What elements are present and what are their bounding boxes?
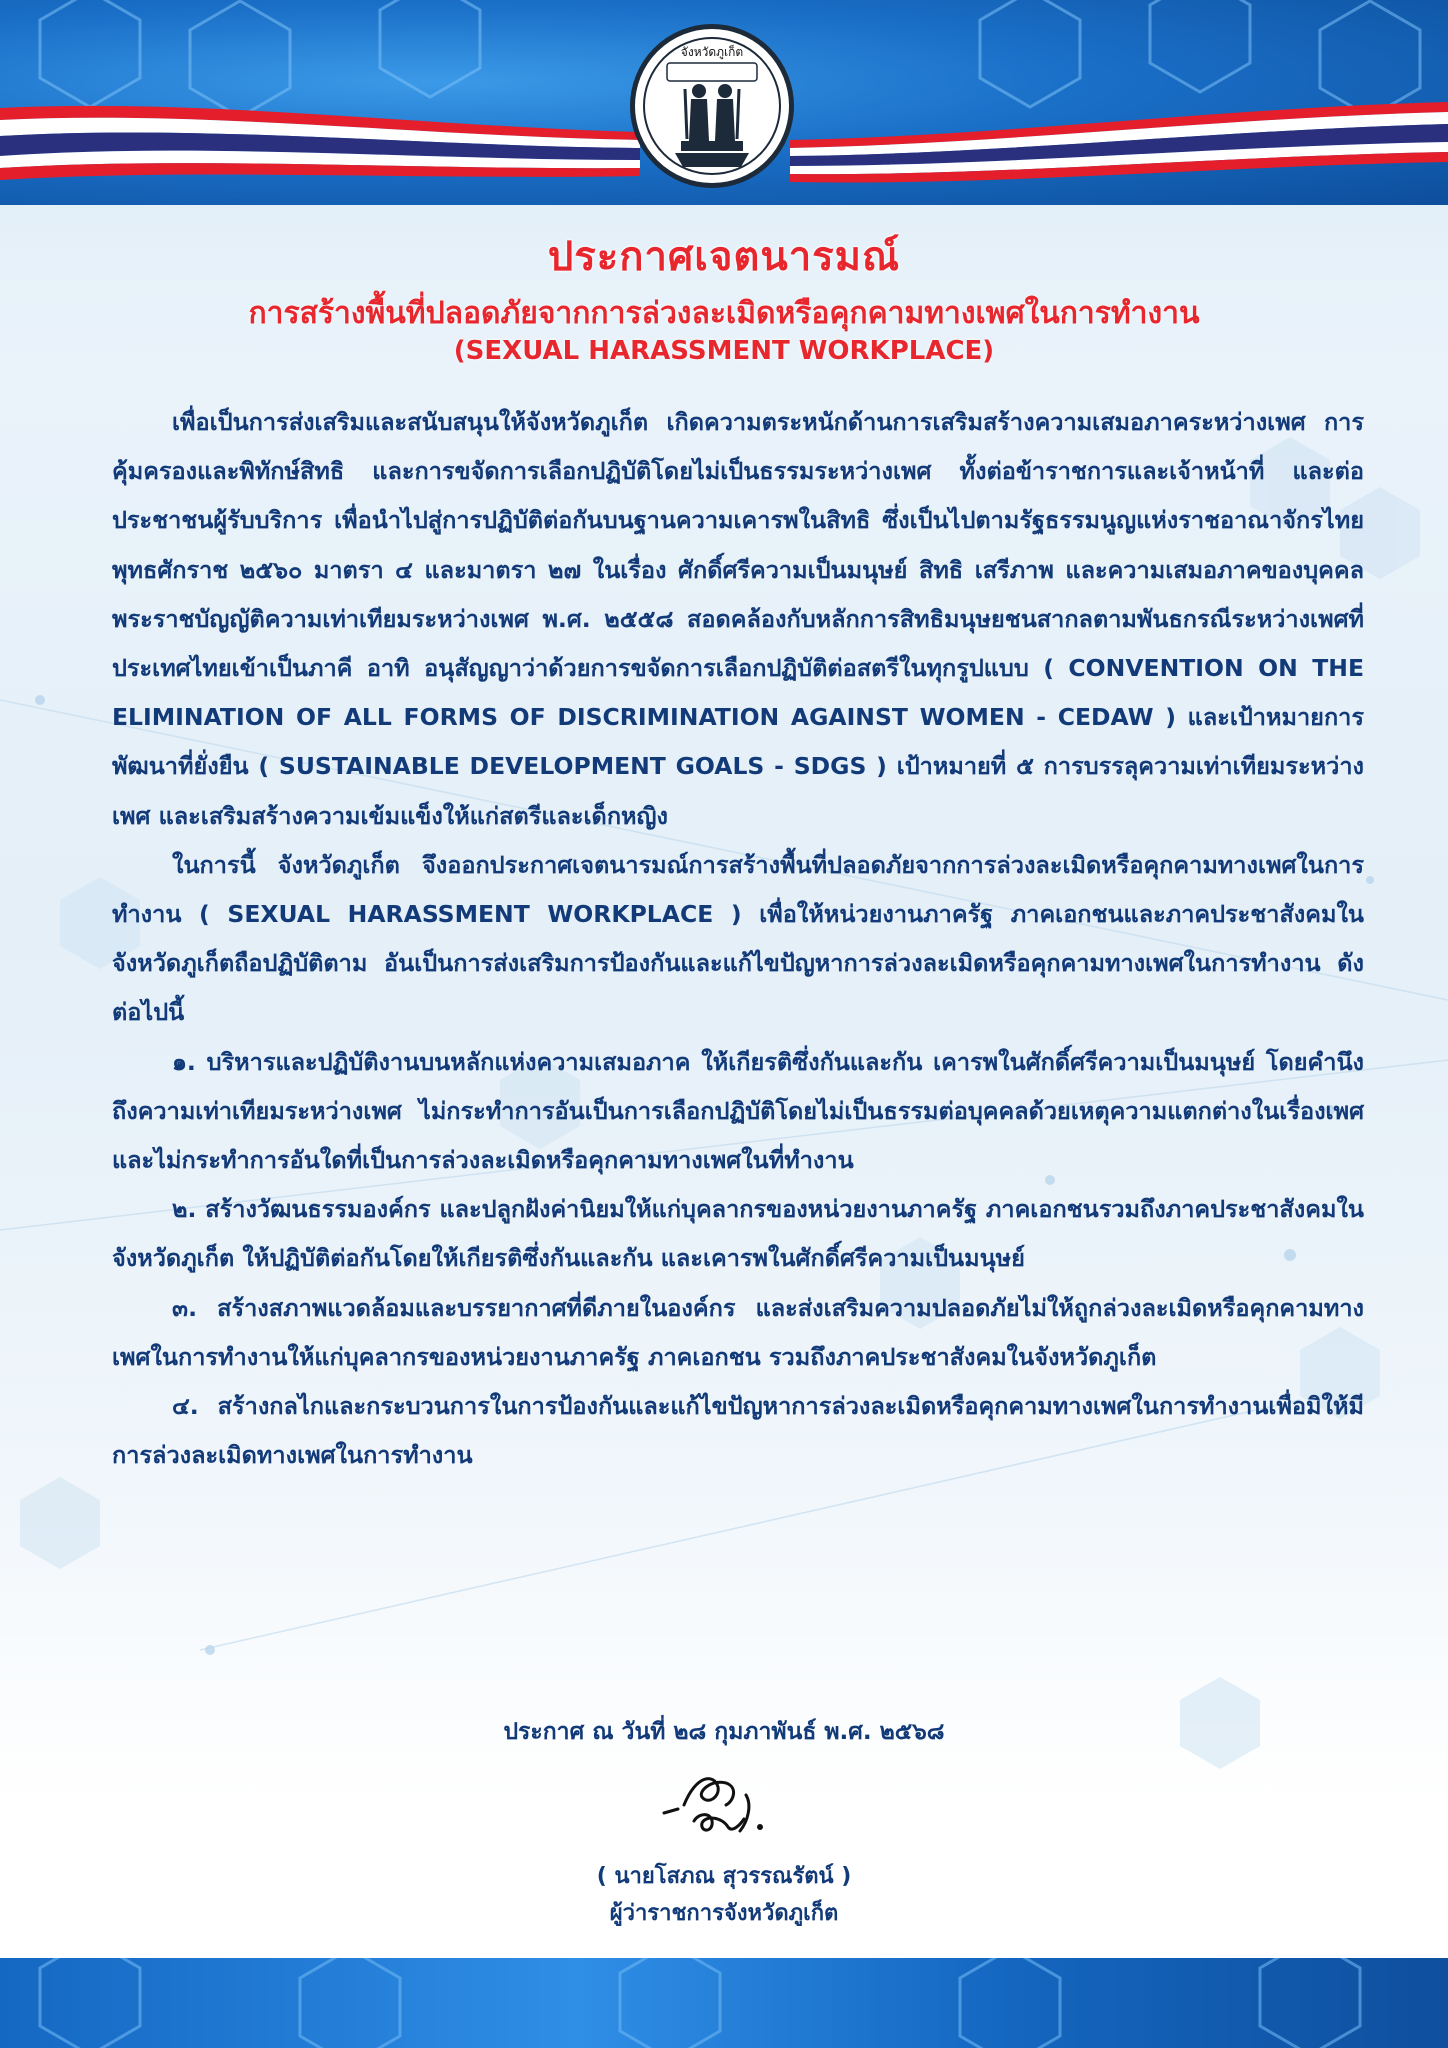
footer-hex-pattern (0, 1958, 1448, 2048)
body-paragraph-purpose: ในการนี้ จังหวัดภูเก็ต จึงออกประกาศเจตนารมณ์การสร้างพื้นที่ปลอดภัยจากการล่วงละเมิดหรือคุกคามทางเพศในการทำงาน ( SEXUAL HARASSMENT WORKPLACE ) เพื่อให้หน่วยงานภาครัฐ ภาคเอกชนและภาคประชาสังคมในจังหวัดภูเก็ตถือปฏิบัติตาม อันเป็นการส่งเสริมการป้องกันและแก้ไขปัญหาการล่วงละเมิดหรือคุกคามทางเพศในการทำงาน ดังต่อไปนี้ (112, 850, 1364, 1027)
announcement-title: ประกาศเจตนารมณ์ (547, 234, 901, 280)
announcement-subtitle-en: (SEXUAL HARASSMENT WORKPLACE) (453, 336, 995, 366)
announcement-body (112, 398, 1364, 1480)
seal-text: จังหวัดภูเก็ต (680, 45, 744, 59)
phuket-province-seal (630, 24, 794, 188)
footer-band (0, 1958, 1448, 2048)
body-item-2: ๒. สร้างวัฒนธรรมองค์กร และปลูกฝังค่านิยมให้แก่บุคลากรของหน่วยงานภาครัฐ ภาคเอกชนรวมถึงภาคประชาสังคมในจังหวัดภูเก็ต ให้ปฏิบัติต่อกันโดยให้เกียรติซึ่งกันและกัน และเคารพในศักดิ์ศรีความเป็นมนุษย์ (112, 1195, 1364, 1273)
body-item-4: ๔. สร้างกลไกและกระบวนการในการป้องกันและแก้ไขปัญหาการล่วงละเมิดหรือคุกคามทางเพศในการทำงานเพื่อมิให้มีการล่วงละเมิดทางเพศในการทำงาน (112, 1392, 1364, 1470)
body-paragraph-intro: เพื่อเป็นการส่งเสริมและสนับสนุนให้จังหวัดภูเก็ต เกิดความตระหนักด้านการเสริมสร้างความเสมอภาคระหว่างเพศ การคุ้มครองและพิทักษ์สิทธิ และการขจัดการเลือกปฏิบัติโดยไม่เป็นธรรมระหว่างเพศ ทั้งต่อข้าราชการและเจ้าหน้าที่ และต่อประชาชนผู้รับบริการ เพื่อนำไปสู่การปฏิบัติต่อกันบนฐานความเคารพในสิทธิ ซึ่งเป็นไปตามรัฐธรรมนูญแห่งราชอาณาจักรไทย พุทธศักราช ๒๕๖๐ มาตรา ๔ และมาตรา ๒๗ ในเรื่อง ศักดิ์ศรีความเป็นมนุษย์ สิทธิ เสรีภาพ และความเสมอภาคของบุคคล พระราชบัญญัติความเท่าเทียมระหว่างเพศ พ.ศ. ๒๕๕๘ สอดคล้องกับหลักการสิทธิมนุษยชนสากลตามพันธกรณีระหว่างเพศที่ประเทศไทยเข้าเป็นภาคี อาทิ อนุสัญญาว่าด้วยการขจัดการเลือกปฏิบัติต่อสตรีในทุกรูปแบบ ( CONVENTION ON THE ELIMINATION OF ALL FORMS OF DISCRIMINATION AGAINST WOMEN - CEDAW ) และเป้าหมายการพัฒนาที่ยั่งยืน ( SUSTAINABLE DEVELOPMENT GOALS - SDGS ) เป้าหมายที่ ๕ การบรรลุความเท่าเทียมระหว่างเพศ และเสริมสร้างความเข้มแข็งให้แก่สตรีและเด็กหญิง (112, 408, 1364, 830)
signer-position: ผู้ว่าราชการจังหวัดภูเก็ต (609, 1901, 839, 1926)
body-item-3: ๓. สร้างสภาพแวดล้อมและบรรยากาศที่ดีภายในองค์กร และส่งเสริมความปลอดภัยไม่ให้ถูกล่วงละเมิดหรือคุกคามทางเพศในการทำงานให้แก่บุคลากรของหน่วยงานภาครัฐ ภาคเอกชน รวมถึงภาคประชาสังคมในจังหวัดภูเก็ต (112, 1293, 1364, 1371)
signer-name: ( นายโสภณ สุวรรณรัตน์ ) (596, 1864, 852, 1889)
announcement-subtitle: การสร้างพื้นที่ปลอดภัยจากการล่วงละเมิดหรือคุกคามทางเพศในการทำงาน (248, 296, 1200, 331)
body-item-1: ๑. บริหารและปฏิบัติงานบนหลักแห่งความเสมอภาค ให้เกียรติซึ่งกันและกัน เคารพในศักดิ์ศรีความเป็นมนุษย์ โดยคำนึงถึงความเท่าเทียมระหว่างเพศ ไม่กระทำการอันเป็นการเลือกปฏิบัติโดยไม่เป็นธรรมต่อบุคคลด้วยเหตุความแตกต่างในเรื่องเพศ และไม่กระทำการอันใดที่เป็นการล่วงละเมิดหรือคุกคามทางเพศในที่ทำงาน (112, 1047, 1364, 1175)
signature-image (656, 1765, 796, 1850)
announcement-date: ประกาศ ณ วันที่ ๒๘ กุมภาพันธ์ พ.ศ. ๒๕๖๘ (503, 1719, 945, 1745)
